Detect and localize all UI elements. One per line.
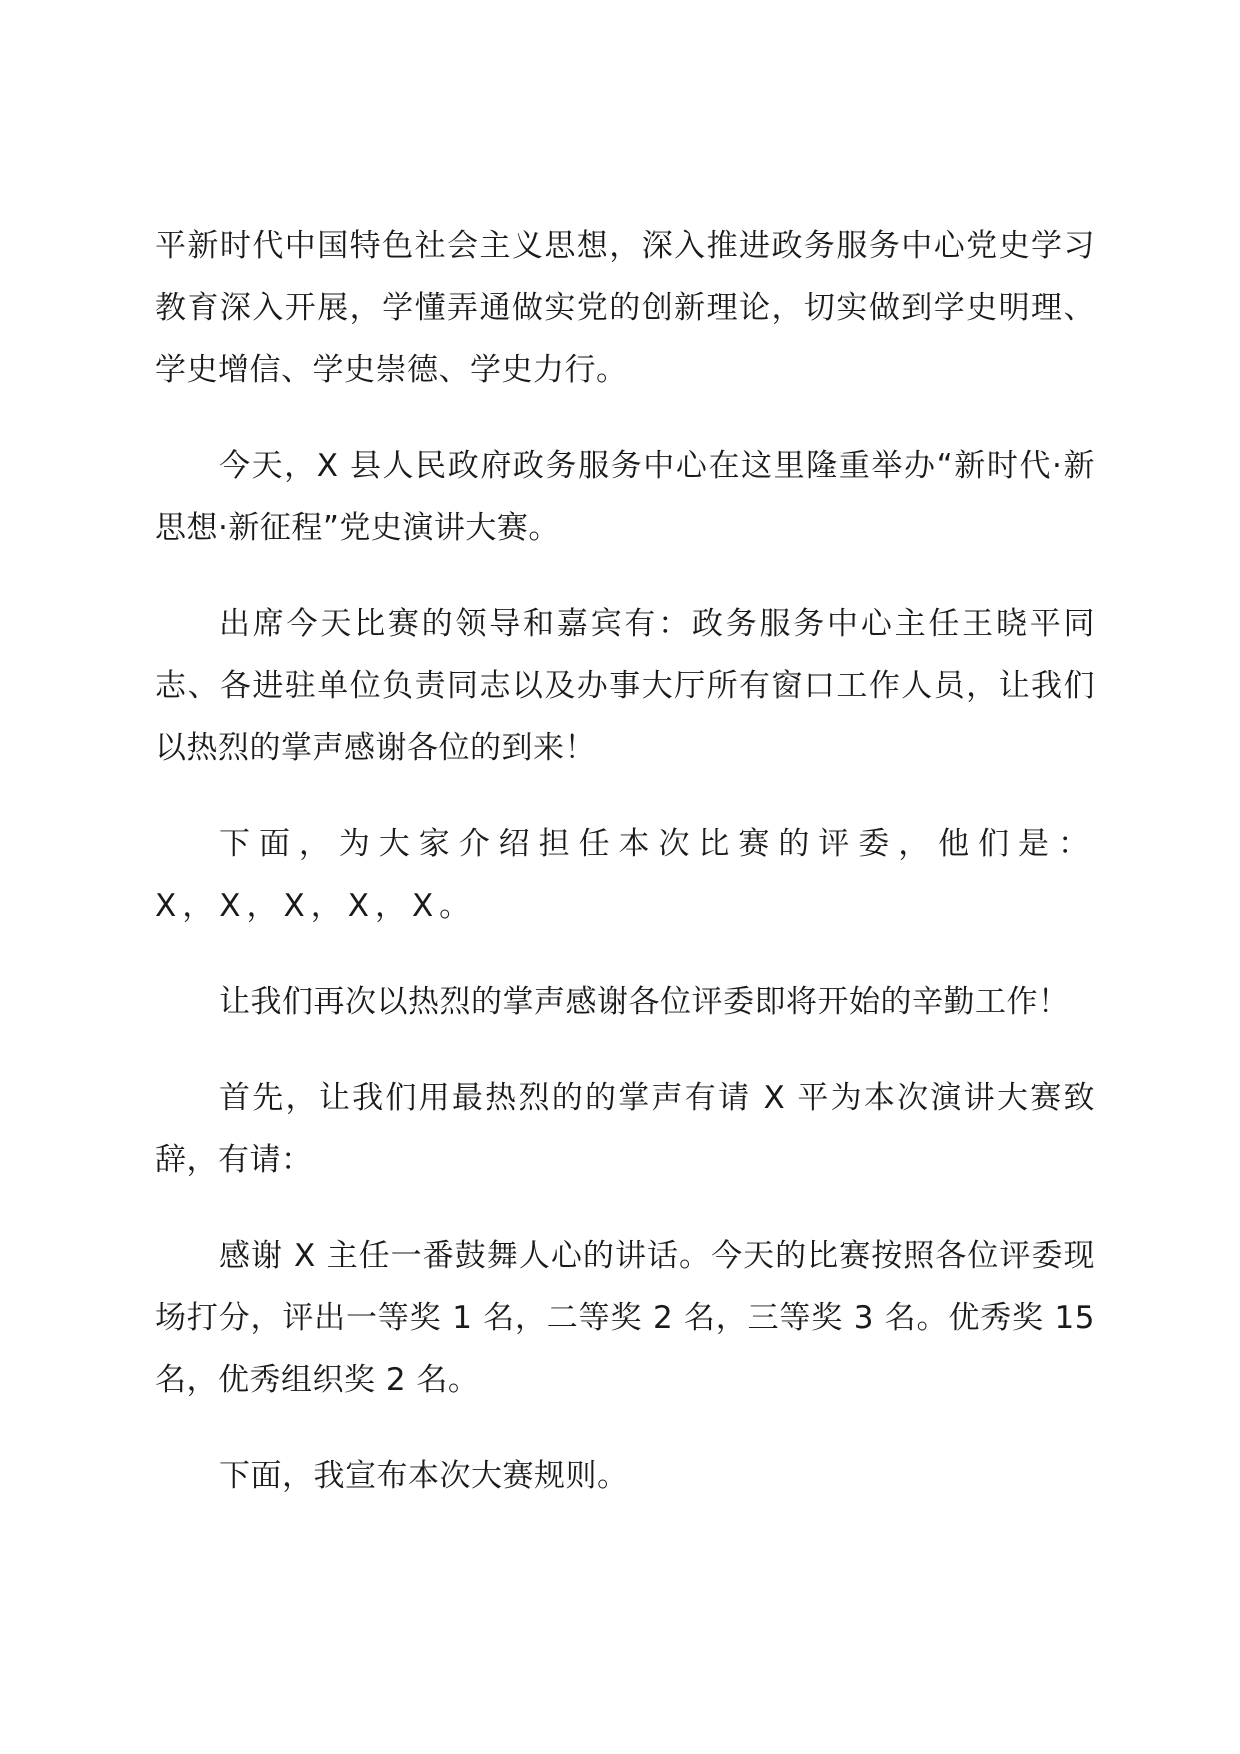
paragraph-1: 平新时代中国特色社会主义思想，深入推进政务服务中心党史学习教育深入开展，学懂弄通做实党的创新理论，切实做到学史明理、学史增信、学史崇德、学史力行。 [155,228,1095,388]
paragraph-2: 今天，X 县人民政府政务服务中心在这里隆重举办“新时代·新思想·新征程”党史演讲大赛。 [155,448,1095,546]
paragraph-3: 出席今天比赛的领导和嘉宾有：政务服务中心主任王晓平同志、各进驻单位负责同志以及办事大厅所有窗口工作人员，让我们以热烈的掌声感谢各位的到来！ [155,606,1095,766]
paragraph-6: 首先，让我们用最热烈的的掌声有请 X 平为本次演讲大赛致辞，有请： [155,1080,1095,1178]
paragraph-8: 下面，我宣布本次大赛规则。 [219,1458,629,1494]
paragraph-4: 下面，为大家介绍担任本次比赛的评委，他们是：X，X，X，X，X。 [155,826,1095,924]
document-body [155,215,1095,1541]
paragraph-7: 感谢 X 主任一番鼓舞人心的讲话。今天的比赛按照各位评委现场打分，评出一等奖 1 名，二等奖 2 名，三等奖 3 名。优秀奖 15 名，优秀组织奖 2 名。 [155,1238,1095,1398]
paragraph-5: 让我们再次以热烈的掌声感谢各位评委即将开始的辛勤工作！ [219,984,1070,1020]
